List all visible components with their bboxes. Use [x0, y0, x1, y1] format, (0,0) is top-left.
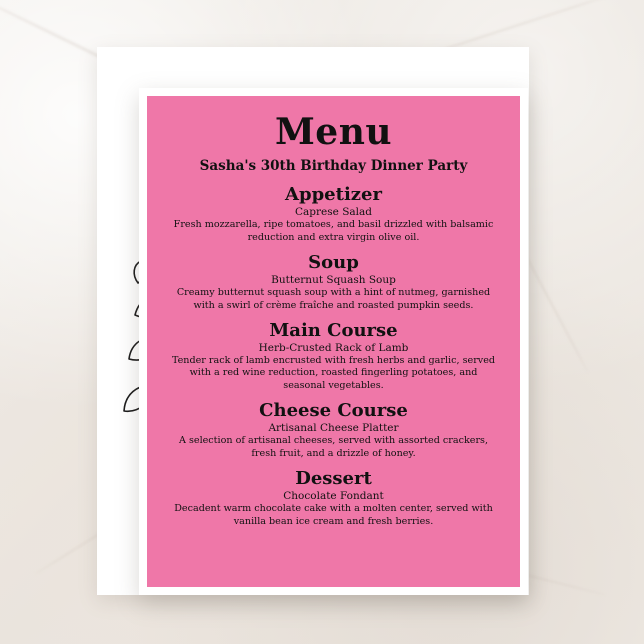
- course-heading: Cheese Course: [259, 400, 408, 422]
- menu-course: [167, 468, 500, 529]
- course-heading: Main Course: [269, 319, 398, 341]
- menu-course: [167, 184, 500, 245]
- dish-name: Herb-Crusted Rack of Lamb: [258, 341, 409, 354]
- dish-name: Caprese Salad: [295, 205, 372, 218]
- menu-course: [167, 252, 500, 313]
- course-heading: Dessert: [295, 468, 372, 490]
- course-heading: Soup: [308, 251, 359, 273]
- dish-name: Chocolate Fondant: [283, 490, 384, 503]
- dish-name: Artisanal Cheese Platter: [268, 422, 399, 435]
- dish-name: Butternut Squash Soup: [271, 273, 396, 286]
- dish-description: Decadent warm chocolate cake with a molten center, served with vanilla bean ice cream and fresh berries.: [174, 503, 493, 528]
- menu-course: [167, 320, 500, 394]
- dish-description: Fresh mozzarella, ripe tomatoes, and basil drizzled with balsamic reduction and extra virgin olive oil.: [173, 218, 494, 243]
- dish-description: A selection of artisanal cheeses, served with assorted crackers, fresh fruit, and a drizzle of honey.: [178, 435, 488, 460]
- page-title: Menu: [274, 111, 393, 153]
- course-heading: Appetizer: [285, 183, 382, 205]
- menu-card[interactable]: [139, 88, 528, 595]
- dish-description: Creamy butternut squash soup with a hint of nutmeg, garnished with a swirl of crème fraîche and roasted pumpkin seeds.: [176, 286, 491, 311]
- menu-inner-panel: [147, 96, 520, 587]
- menu-subtitle: Sasha's 30th Birthday Dinner Party: [199, 157, 468, 174]
- menu-course: [167, 400, 500, 461]
- dish-description: Tender rack of lamb encrusted with fresh herbs and garlic, served with a red wine reduction, roasted fingerling potatoes, and seasonal vegetables.: [171, 354, 496, 392]
